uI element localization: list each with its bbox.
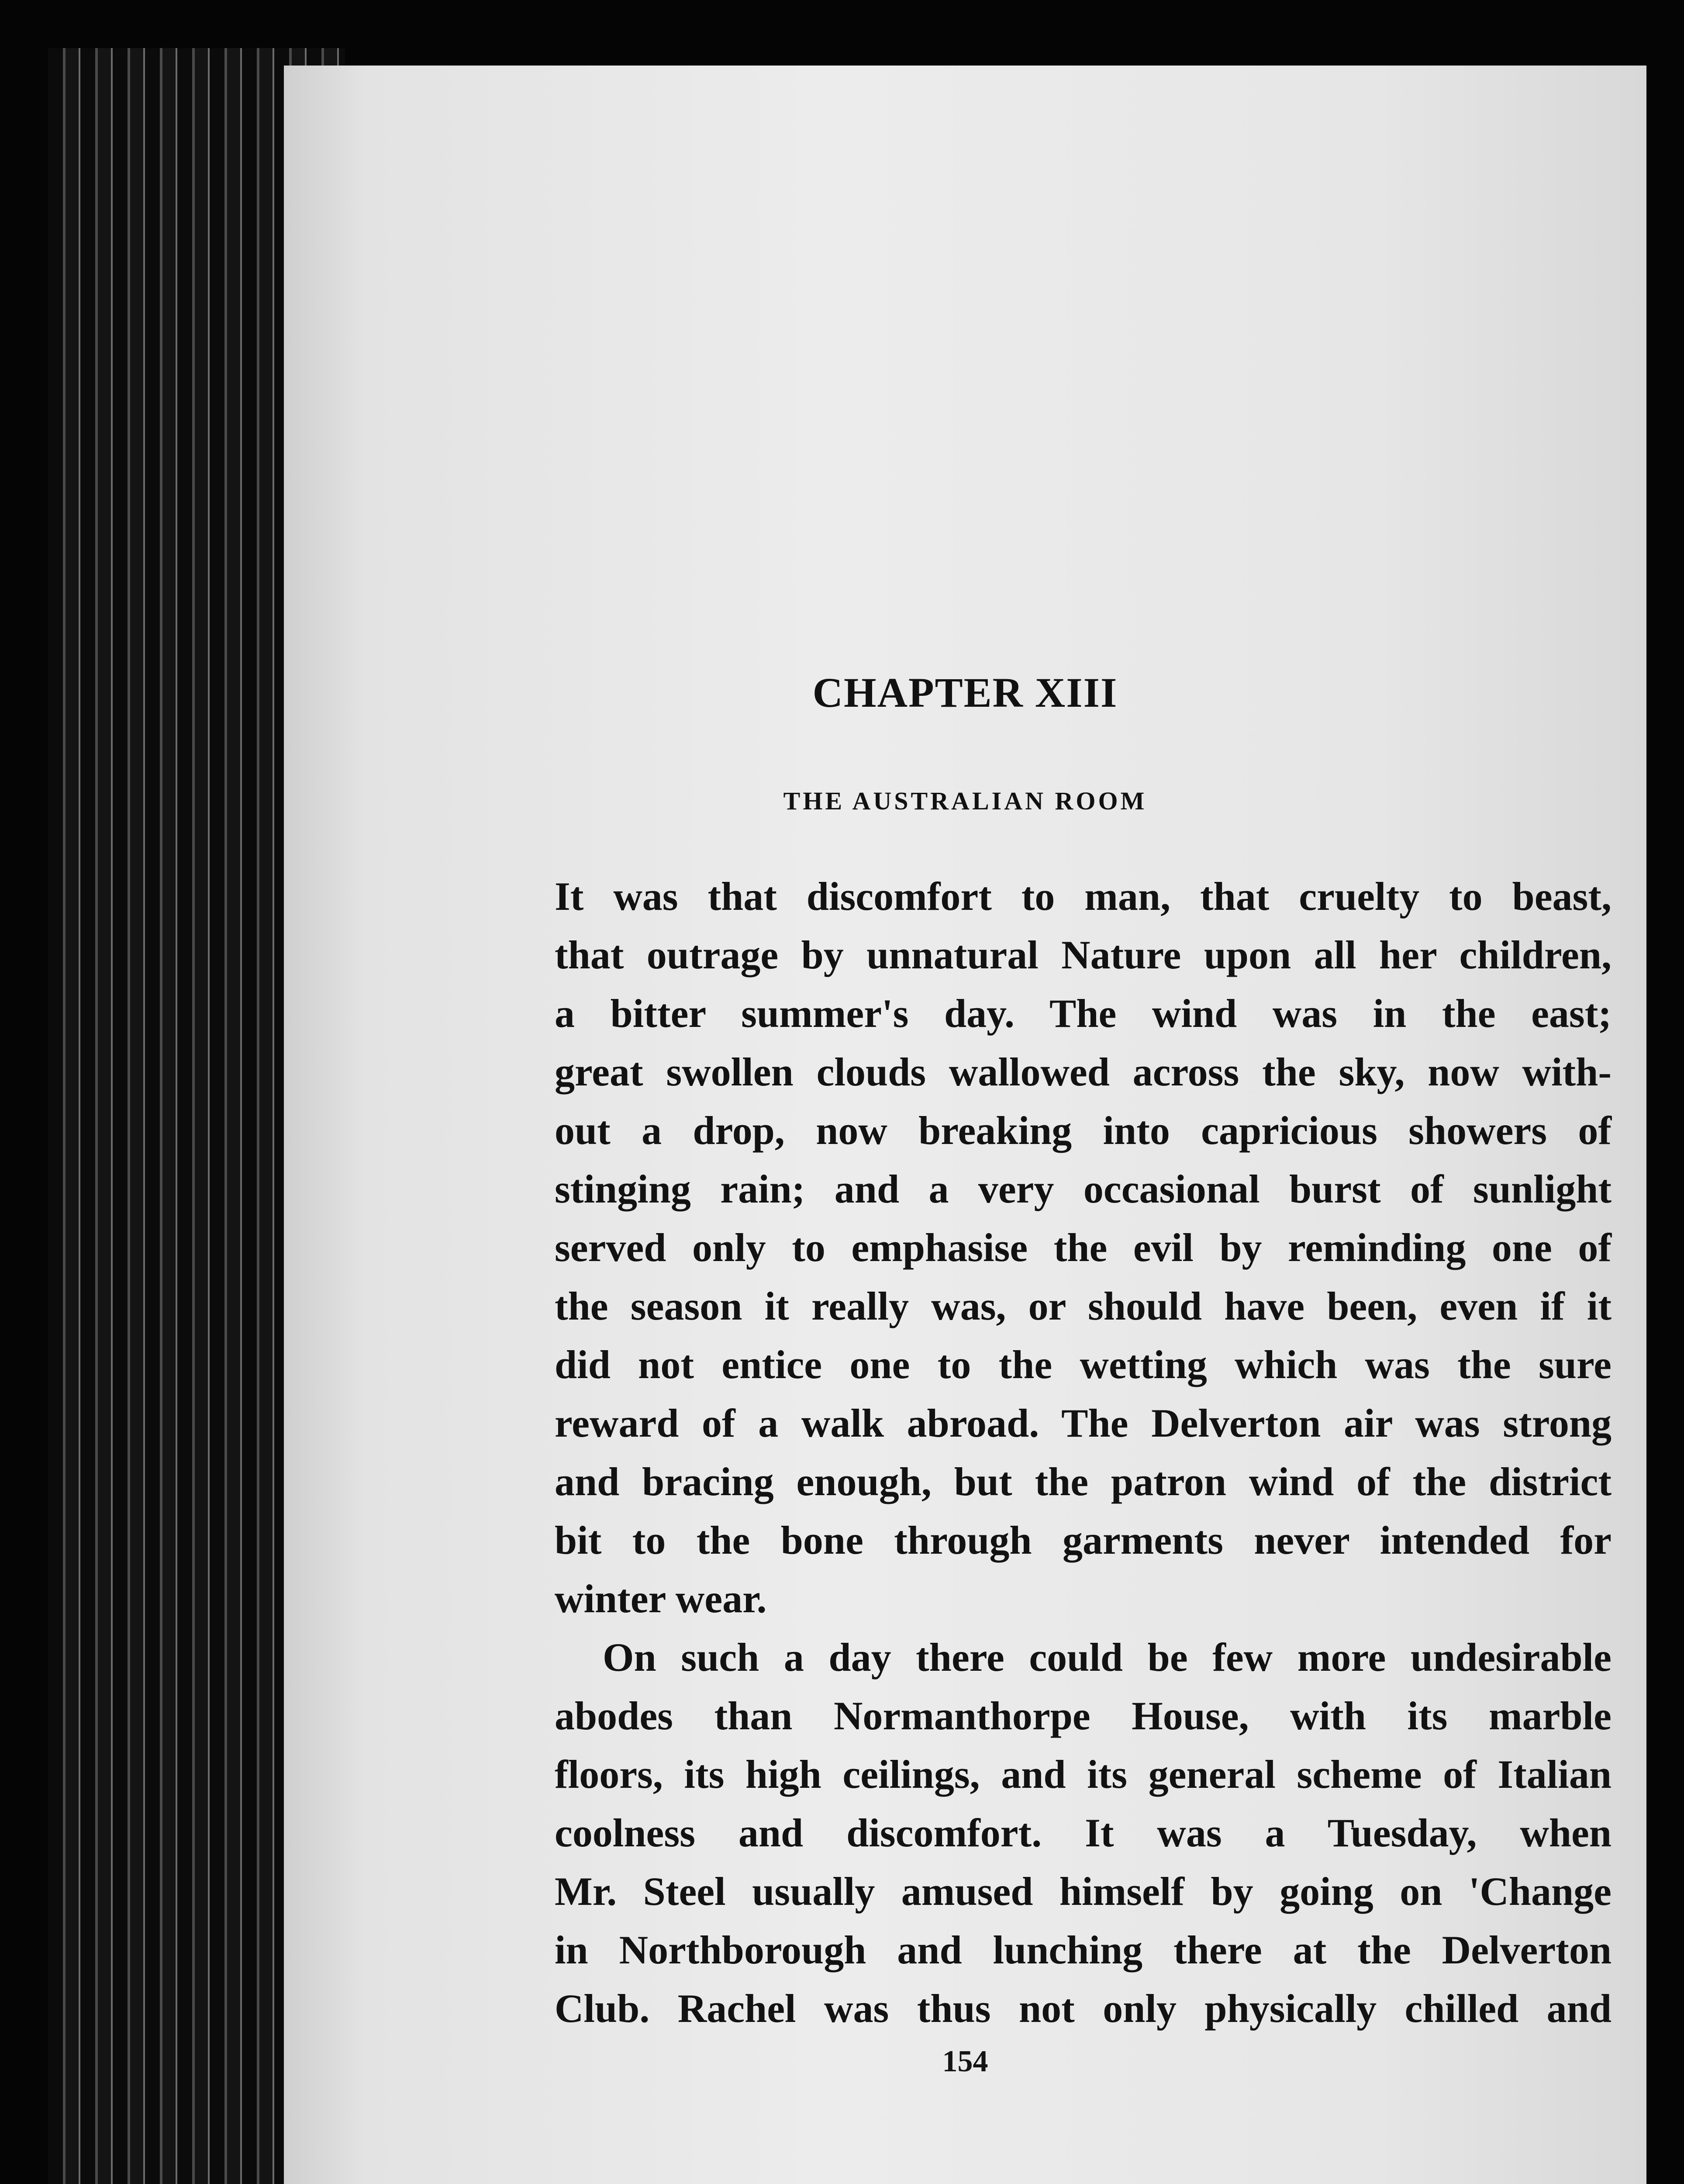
text-line: On such a day there could be few more undesirable (603, 1635, 1612, 1679)
text-line: Mr. Steel usually amused himself by going on 'Change (555, 1869, 1612, 1914)
body-text (555, 867, 1612, 2038)
chapter-title: CHAPTER XIII (812, 669, 1118, 716)
text-line: Club. Rachel was thus not only physically chilled and (555, 1986, 1612, 2031)
text-line: the season it really was, or should have been, even if it (555, 1284, 1612, 1328)
text-line: a bitter summer's day. The wind was in the east; (555, 991, 1612, 1036)
text-line: winter wear. (555, 1576, 767, 1621)
text-line: in Northborough and lunching there at the Delverton (555, 1928, 1612, 1972)
text-line: It was that discomfort to man, that cruelty to beast, (555, 874, 1612, 919)
text-line: abodes than Normanthorpe House, with its marble (555, 1693, 1612, 1738)
text-line: and bracing enough, but the patron wind of the district (555, 1459, 1612, 1504)
text-line: bit to the bone through garments never intended for (555, 1518, 1612, 1562)
text-line: reward of a walk abroad. The Delverton air was strong (555, 1401, 1612, 1445)
text-line: great swollen clouds wallowed across the sky, now with- (555, 1050, 1612, 1094)
chapter-subtitle: THE AUSTRALIAN ROOM (783, 787, 1147, 815)
text-line: served only to emphasise the evil by reminding one of (555, 1225, 1612, 1270)
text-line: coolness and discomfort. It was a Tuesday, when (555, 1811, 1612, 1855)
page-number: 154 (942, 2045, 988, 2078)
text-line: out a drop, now breaking into capricious showers of (555, 1108, 1612, 1153)
text-line: stinging rain; and a very occasional burst of sunlight (555, 1167, 1612, 1211)
text-line: floors, its high ceilings, and its general scheme of Italian (555, 1752, 1612, 1797)
text-line: that outrage by unnatural Nature upon all her children, (555, 933, 1612, 977)
text-line: did not entice one to the wetting which was the sure (555, 1342, 1612, 1387)
